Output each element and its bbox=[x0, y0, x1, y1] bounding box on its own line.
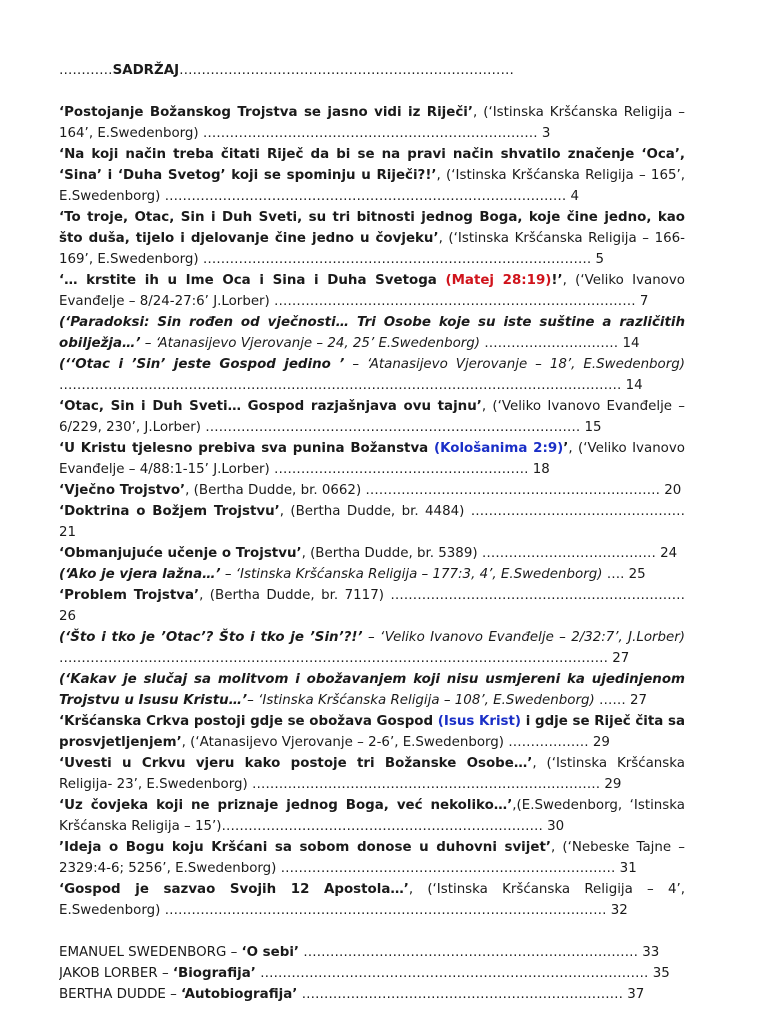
entry-source: – ‘Atanasijevo Vjerovanje – 18’, E.Swedenborg) bbox=[344, 357, 685, 372]
toc-entry[interactable] bbox=[59, 585, 685, 627]
author-biographies bbox=[59, 942, 685, 1005]
entry-title-end: i gdje se Riječ čita sa prosvjetljenjem’ bbox=[59, 714, 686, 750]
entry-title: ‘Postojanje Božanskog Trojstva se jasno vidi iz Riječi’ bbox=[59, 105, 473, 120]
entry-title: (‘Paradoksi: Sin rođen od vječnosti… Tri Osobe koje su iste suštine a različitih obilježja…’ bbox=[59, 315, 685, 351]
entry-source-page: ,(E.Swedenborg, ‘Istinska Kršćanska Religija – 15’)……………………………………………………………… 30 bbox=[59, 798, 685, 834]
toc-entry[interactable] bbox=[59, 795, 685, 837]
entry-title: (‘‘Otac i ’Sin’ jeste Gospod jedino ’ bbox=[59, 357, 345, 372]
entry-source-page: , (‘Veliko Ivanovo Evanđelje – 6/229, 230’, J.Lorber) ………………………………………………………………………… 15 bbox=[59, 399, 685, 435]
toc-entries bbox=[59, 102, 685, 921]
entry-title: (‘Ako je vjera lažna…’ bbox=[59, 567, 221, 582]
entry-title: ‘Otac, Sin i Duh Sveti… Gospod razjašnjava ovu tajnu’ bbox=[59, 399, 482, 414]
entry-title: ‘Vječno Trojstvo’ bbox=[59, 483, 186, 498]
author-entry[interactable] bbox=[59, 984, 685, 1005]
entry-title: ’Ideja o Bogu koju Kršćani sa sobom donose u duhovni svijet’ bbox=[59, 840, 551, 855]
table-of-contents bbox=[59, 60, 685, 1005]
entry-title: ‘… krstite ih u Ime Oca i Sina i Duha Svetoga bbox=[59, 273, 446, 288]
entry-source-page: , (‘Istinska Kršćanska Religija- 23’, E.Swedenborg) …………………………………………………………………… 29 bbox=[59, 756, 685, 792]
bible-reference: (Isus Krist) bbox=[437, 714, 522, 729]
toc-heading bbox=[59, 60, 685, 81]
bible-reference: (Kološanima 2:9) bbox=[434, 441, 564, 456]
entry-source: – ‘Istinska Kršćanska Religija – 108’, E.Swedenborg) bbox=[247, 693, 595, 708]
toc-entry[interactable] bbox=[59, 270, 685, 312]
entry-source-page: , (‘Nebeske Tajne – 2329:4-6; 5256’, E.Swedenborg) ………………………………………………………………… 31 bbox=[59, 840, 685, 876]
toc-entry[interactable] bbox=[59, 438, 685, 480]
toc-entry[interactable] bbox=[59, 396, 685, 438]
entry-source-page: , (‘Veliko Ivanovo Evanđelje – 4/88:1-15’ J.Lorber) ………………………………………………… 18 bbox=[59, 441, 685, 477]
entry-source-page: …… 27 bbox=[594, 693, 648, 708]
toc-entry[interactable] bbox=[59, 627, 685, 669]
author-work: ‘Autobiografija’ bbox=[181, 987, 298, 1002]
toc-entry[interactable] bbox=[59, 354, 685, 396]
entry-title: ‘Gospod je sazvao Svojih 12 Apostola…’ bbox=[59, 882, 409, 897]
entry-title: ‘Obmanjujuće učenje o Trojstvu’ bbox=[59, 546, 302, 561]
heading-leader-dots: ………… bbox=[59, 63, 113, 78]
entry-source-page: …. 25 bbox=[602, 567, 646, 582]
entry-source: – ‘Veliko Ivanovo Evanđelje – 2/32:7’, J.Lorber) bbox=[362, 630, 685, 645]
toc-entry[interactable] bbox=[59, 753, 685, 795]
entry-source-page: ………………………… 14 bbox=[480, 336, 640, 351]
entry-source: – ‘Istinska Kršćanska Religija – 177:3, 4’, E.Swedenborg) bbox=[220, 567, 603, 582]
entry-source-page: , (Bertha Dudde, br. 5389) ………………………………… 24 bbox=[301, 546, 678, 561]
entry-source-page: …………………………………………………………………………………………………………… 27 bbox=[59, 651, 630, 666]
entry-title: ‘Uz čovjeka koji ne priznaje jednog Boga, već nekoliko…’ bbox=[59, 798, 513, 813]
toc-entry[interactable] bbox=[59, 207, 685, 270]
toc-entry[interactable] bbox=[59, 543, 685, 564]
heading-trailing-dots: ………………………………………………………………… bbox=[179, 63, 514, 78]
toc-entry[interactable] bbox=[59, 564, 685, 585]
entry-title: ‘Problem Trojstva’ bbox=[59, 588, 200, 603]
toc-entry[interactable] bbox=[59, 102, 685, 144]
entry-title: ‘Kršćanska Crkva postoji gdje se obožava Gospod bbox=[59, 714, 438, 729]
entry-source-page: , (‘Istinska Kršćanska Religija – 165’, E.Swedenborg) ……………………………………………………………………………… 4 bbox=[59, 168, 685, 204]
author-entry[interactable] bbox=[59, 963, 685, 984]
entry-source-page: , (‘Veliko Ivanovo Evanđelje – 8/24-27:6’ J.Lorber) ……………………………………………………………………… 7 bbox=[59, 273, 685, 309]
entry-title-end: !’ bbox=[551, 273, 563, 288]
author-name: JAKOB LORBER – bbox=[59, 966, 173, 981]
entry-title: ‘To troje, Otac, Sin i Duh Sveti, su tri bitnosti jednog Boga, koje čine jedno, kao što duša, tijelo i djelovanje čine jedno u čovjeku’ bbox=[59, 210, 685, 246]
toc-entry[interactable] bbox=[59, 501, 685, 543]
author-work: ‘O sebi’ bbox=[241, 945, 299, 960]
entry-title: ‘U Kristu tjelesno prebiva sva punina Božanstva bbox=[59, 441, 434, 456]
author-page: ……………………………………………………………… 37 bbox=[297, 987, 645, 1002]
author-page: …………………………………………………………………………… 35 bbox=[255, 966, 670, 981]
toc-entry[interactable] bbox=[59, 879, 685, 921]
entry-title-end: ’ bbox=[563, 441, 569, 456]
toc-title: SADRŽAJ bbox=[112, 63, 180, 78]
author-page: ………………………………………………………………… 33 bbox=[299, 945, 660, 960]
entry-title: ‘Uvesti u Crkvu vjeru kako postoje tri Božanske Osobe…’ bbox=[59, 756, 533, 771]
entry-title: (‘Kakav je slučaj sa molitvom i obožavanjem koji nisu usmjereni ka ujedinjenom Trojstvu u Isusu Kristu…’ bbox=[59, 672, 685, 708]
author-work: ‘Biografija’ bbox=[172, 966, 256, 981]
toc-entry[interactable] bbox=[59, 837, 685, 879]
entry-source: – ‘Atanasijevo Vjerovanje – 24, 25’ E.Swedenborg) bbox=[140, 336, 481, 351]
entry-source-page: , (‘Istinska Kršćanska Religija – 166-169’, E.Swedenborg) …………………………………………………………………………… 5 bbox=[59, 231, 685, 267]
entry-source-page: , (‘Istinska Kršćanska Religija – 4’, E.Swedenborg) ……………………………………………………………………………………… 32 bbox=[59, 882, 685, 918]
toc-entry[interactable] bbox=[59, 711, 685, 753]
entry-title: (‘Što i tko je ’Otac’? Što i tko je ’Sin’?!’ bbox=[59, 630, 363, 645]
author-name: BERTHA DUDDE – bbox=[59, 987, 182, 1002]
entry-source-page: , (Bertha Dudde, br. 4484) ………………………………………… 21 bbox=[59, 504, 685, 540]
entry-title: ‘Doktrina o Božjem Trojstvu’ bbox=[59, 504, 280, 519]
toc-entry[interactable] bbox=[59, 480, 685, 501]
entry-source-page: , (‘Istinska Kršćanska Religija – 164’, E.Swedenborg) ………………………………………………………………… 3 bbox=[59, 105, 686, 141]
toc-entry[interactable] bbox=[59, 144, 685, 207]
entry-title: ‘Na koji način treba čitati Riječ da bi se na pravi način shvatilo značenje ‘Oca’, ‘Sina’ i ‘Duha Svetog’ koji se spominju u Riječi?!’ bbox=[59, 147, 685, 183]
entry-source-page: , (Bertha Dudde, br. 7117) ………………………………………………………… 26 bbox=[59, 588, 686, 624]
author-name: EMANUEL SWEDENBORG – bbox=[59, 945, 242, 960]
bible-reference: (Matej 28:19) bbox=[445, 273, 552, 288]
entry-source-page: , (Bertha Dudde, br. 0662) ………………………………………………………… 20 bbox=[185, 483, 682, 498]
toc-entry[interactable] bbox=[59, 669, 685, 711]
entry-source-page: , (‘Atanasijevo Vjerovanje – 2-6’, E.Swedenborg) ……………… 29 bbox=[181, 735, 610, 750]
toc-entry[interactable] bbox=[59, 312, 685, 354]
entry-source-page: ……………………………………………………………………………………………………………… 14 bbox=[59, 378, 643, 393]
author-entry[interactable] bbox=[59, 942, 685, 963]
